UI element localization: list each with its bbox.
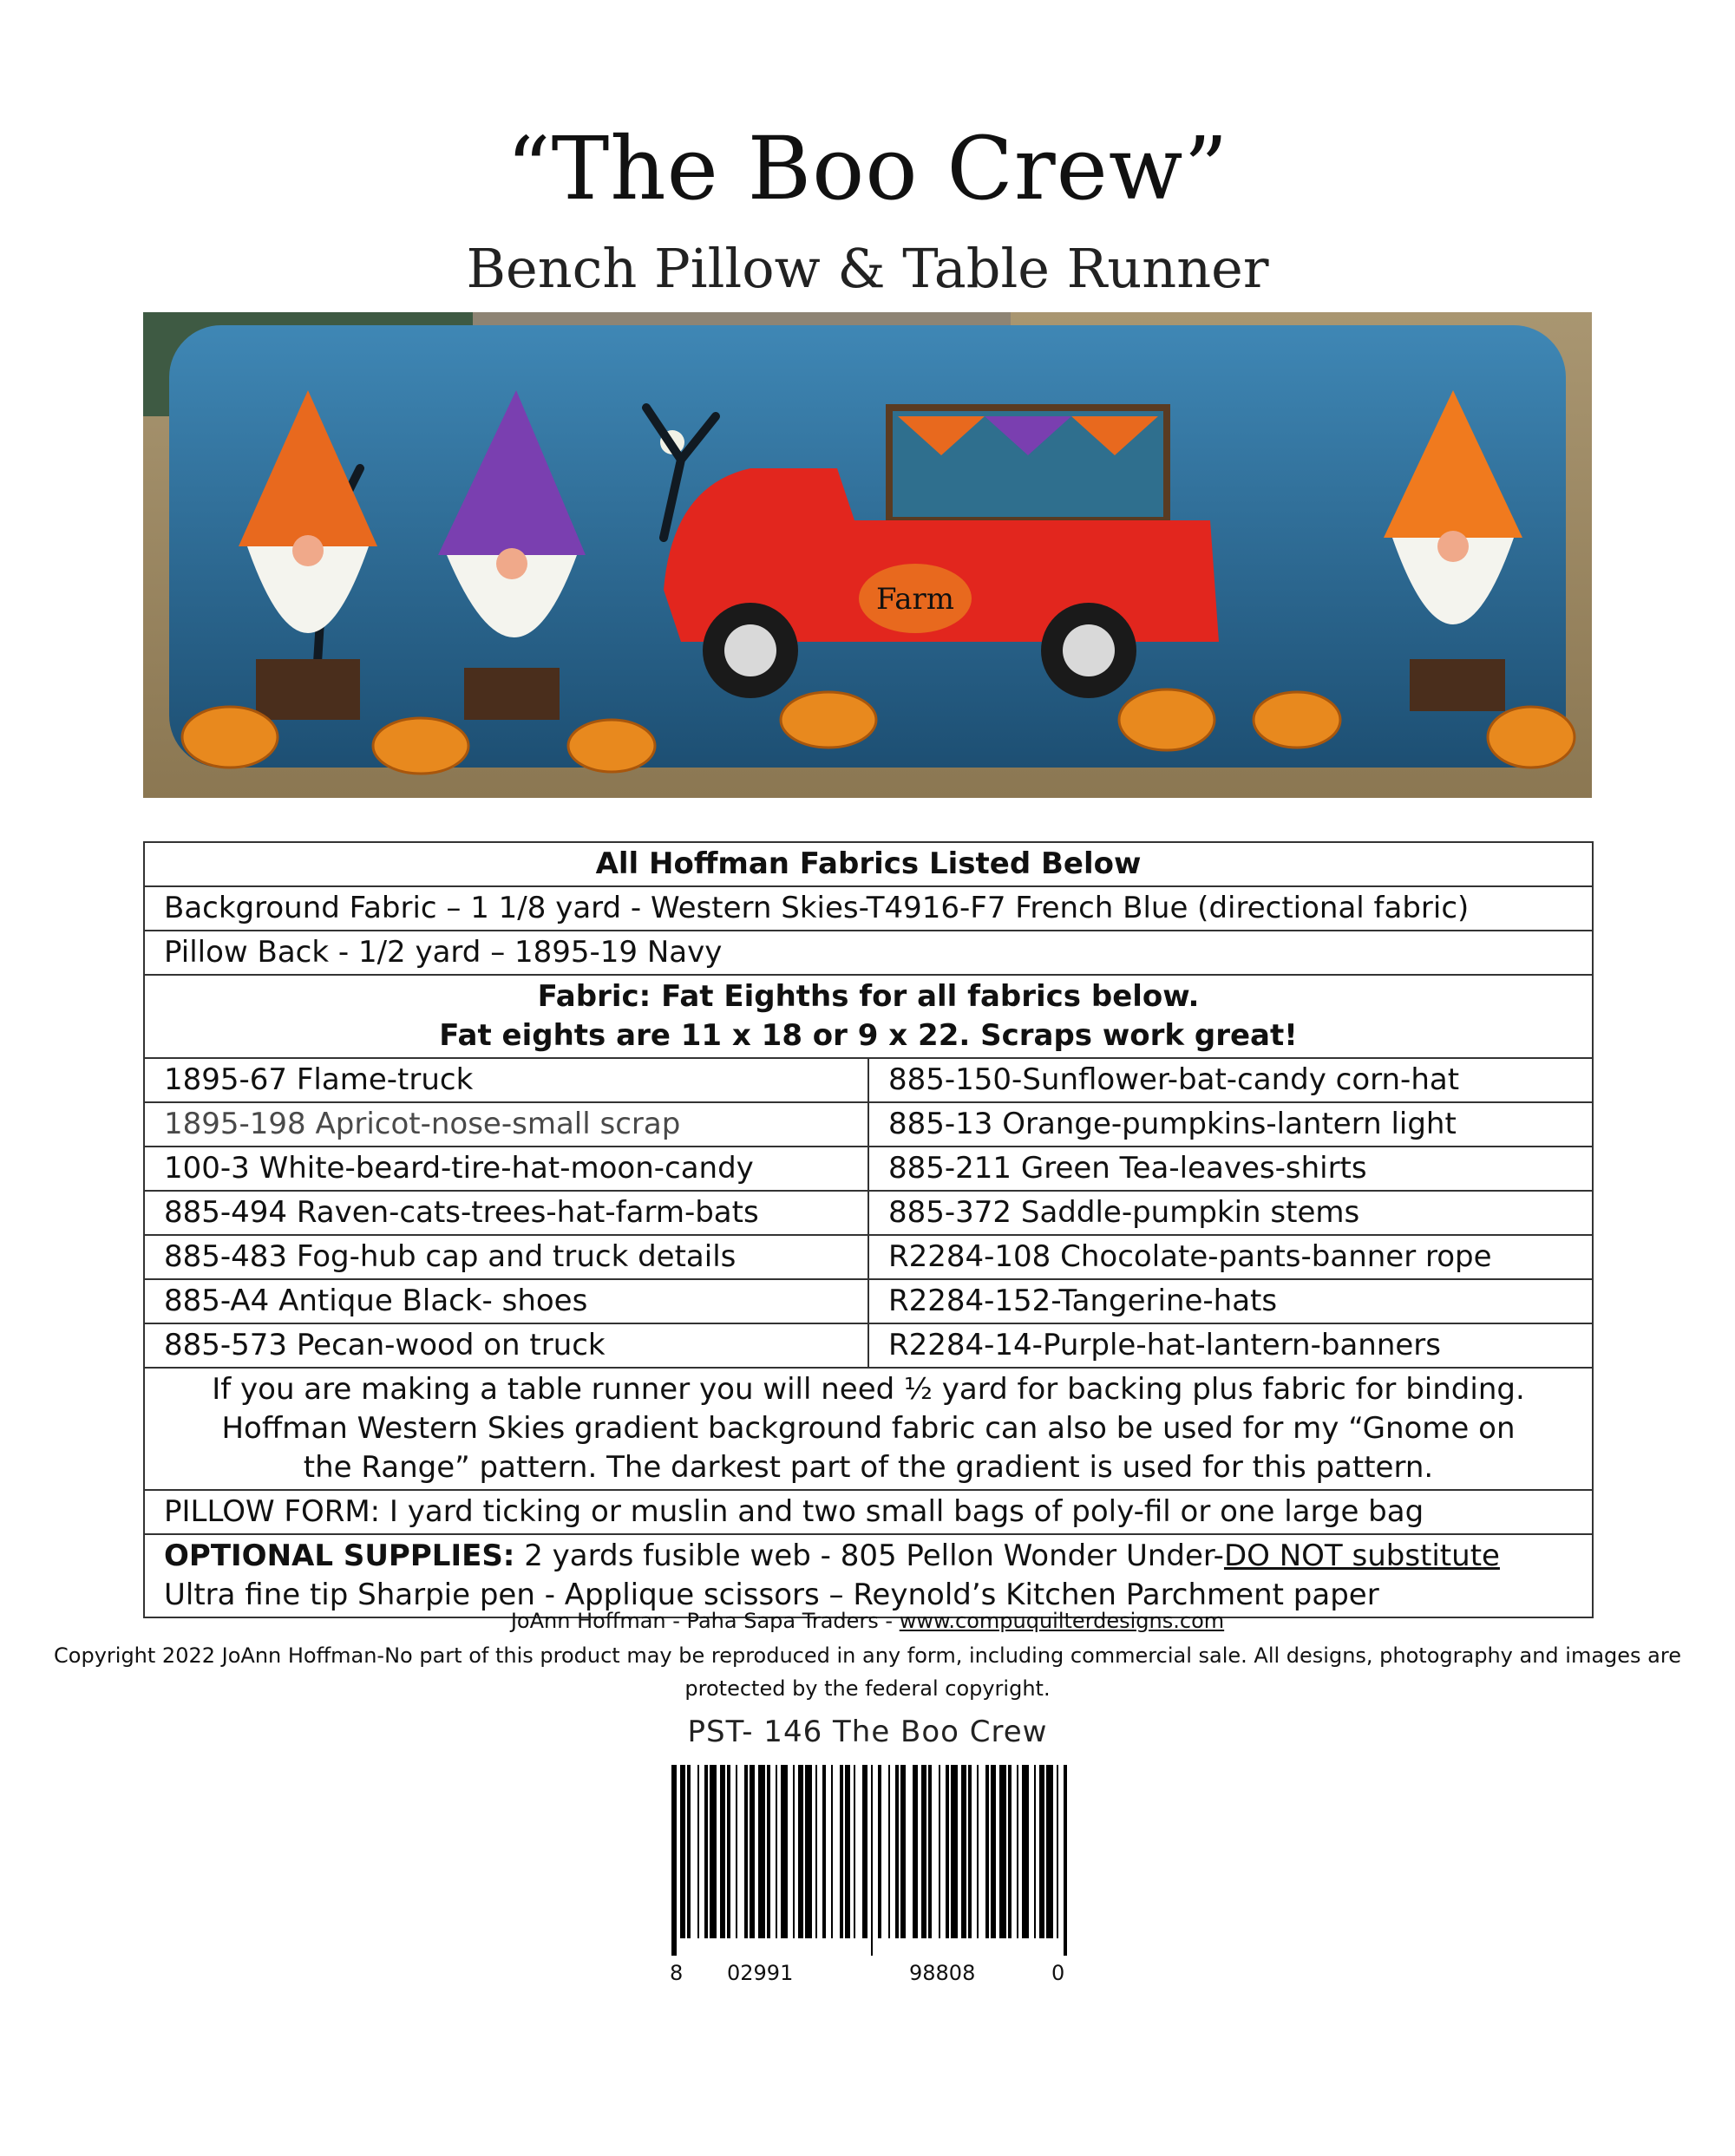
- fat-eighths-line-2: Fat eights are 11 x 18 or 9 x 22. Scraps work great!: [439, 1018, 1298, 1053]
- barcode-bar: [878, 1765, 881, 1938]
- barcode-bar: [862, 1765, 868, 1938]
- fabric-cell: 100-3 White-beard-tire-hat-moon-candy: [144, 1147, 868, 1191]
- barcode-bar: [710, 1765, 717, 1938]
- fat-eighths-line-1: Fabric: Fat Eighths for all fabrics below.: [537, 979, 1200, 1014]
- optional-supplies-label: OPTIONAL SUPPLIES:: [164, 1539, 515, 1573]
- footer-credit: [0, 1607, 1735, 1635]
- fabric-cell: 885-573 Pecan-wood on truck: [144, 1323, 868, 1368]
- barcode-bar: [793, 1765, 795, 1938]
- barcode-bar: [805, 1765, 812, 1938]
- pattern-title: “The Boo Crew”: [506, 118, 1229, 219]
- barcode-bar: [727, 1765, 730, 1938]
- barcode-group-right: 98808: [909, 1961, 976, 1985]
- fabric-cell: 1895-198 Apricot-nose-small scrap: [144, 1102, 868, 1147]
- barcode-bar: [1022, 1765, 1029, 1938]
- barcode-bar: [822, 1765, 826, 1938]
- barcode-bar: [744, 1765, 748, 1938]
- barcode-bar: [977, 1765, 979, 1938]
- copyright-notice: Copyright 2022 JoAnn Hoffman-No part of this product may be reproduced in any form, including commercial sale. All designs, photography and images are protected by the federal copyright.: [54, 1643, 1681, 1701]
- barcode-bar: [720, 1765, 725, 1938]
- barcode-bar: [913, 1765, 918, 1938]
- barcode-bar: [750, 1765, 755, 1938]
- fabric-cell: 885-483 Fog-hub cap and truck details: [144, 1235, 868, 1279]
- runner-note-line-2: Hoffman Western Skies gradient background fabric can also be used for my “Gnome on: [221, 1411, 1516, 1446]
- barcode-bar: [1039, 1765, 1044, 1938]
- barcode-bar: [854, 1765, 855, 1938]
- barcode-bar: [680, 1765, 685, 1938]
- barcode: [668, 1765, 1076, 1956]
- barcode-bar: [946, 1765, 949, 1938]
- fabric-list-table: [143, 841, 1594, 1618]
- pillow-photo: [143, 312, 1592, 798]
- barcode-bar: [687, 1765, 691, 1938]
- fabric-cell: 885-A4 Antique Black- shoes: [144, 1279, 868, 1323]
- barcode-bar: [798, 1765, 803, 1938]
- fabric-cell: 885-13 Orange-pumpkins-lantern light: [868, 1102, 1593, 1147]
- barcode-bar: [840, 1765, 843, 1938]
- barcode-bar: [928, 1765, 932, 1938]
- barcode-bar: [781, 1765, 788, 1938]
- background-fabric: Background Fabric – 1 1/8 yard - Western Skies-T4916-F7 French Blue (directional fabric): [144, 886, 1593, 931]
- barcode-bar: [704, 1765, 708, 1938]
- optional-supplies-text: 2 yards fusible web - 805 Pellon Wonder Under-: [514, 1539, 1224, 1573]
- fat-eighths-note: [144, 975, 1593, 1058]
- barcode-digit-first: 8: [670, 1961, 684, 1985]
- pillow-back-fabric: Pillow Back - 1/2 yard – 1895-19 Navy: [144, 931, 1593, 975]
- barcode-bars: [671, 1765, 1067, 1956]
- fabric-cell: R2284-152-Tangerine-hats: [868, 1279, 1593, 1323]
- fabric-cell: R2284-14-Purple-hat-lantern-banners: [868, 1323, 1593, 1368]
- barcode-bar: [767, 1765, 770, 1938]
- barcode-bar: [939, 1765, 940, 1938]
- barcode-bar: [991, 1765, 996, 1938]
- barcode-bar: [1064, 1765, 1067, 1956]
- pillow-illustration: [143, 312, 1592, 798]
- barcode-bar: [736, 1765, 737, 1938]
- fabric-cell: 885-211 Green Tea-leaves-shirts: [868, 1147, 1593, 1191]
- barcode-bar: [697, 1765, 699, 1938]
- barcode-bar: [961, 1765, 966, 1938]
- product-sku: PST- 146 The Boo Crew: [687, 1715, 1048, 1749]
- barcode-group-left: 02991: [727, 1961, 794, 1985]
- barcode-bar: [671, 1765, 677, 1956]
- barcode-bar: [845, 1765, 850, 1938]
- barcode-bar: [951, 1765, 958, 1938]
- fabric-cell: 885-494 Raven-cats-trees-hat-farm-bats: [144, 1191, 868, 1235]
- barcode-bar: [776, 1765, 777, 1938]
- barcode-bar: [815, 1765, 817, 1938]
- fabric-cell: R2284-108 Chocolate-pants-banner rope: [868, 1235, 1593, 1279]
- barcode-bar: [999, 1765, 1006, 1938]
- barcode-bar: [968, 1765, 972, 1938]
- fabric-cell: 885-150-Sunflower-bat-candy corn-hat: [868, 1058, 1593, 1102]
- barcode-bar: [900, 1765, 906, 1938]
- optional-supplies: [144, 1534, 1593, 1617]
- optional-supplies-warning: DO NOT substitute: [1223, 1539, 1500, 1573]
- optional-supplies-line-2: Ultra fine tip Sharpie pen - Applique scissors – Reynold’s Kitchen Parchment paper: [164, 1578, 1379, 1612]
- barcode-bar: [1034, 1765, 1036, 1938]
- barcode-bar: [758, 1765, 765, 1938]
- barcode-bar: [1017, 1765, 1018, 1938]
- website-link[interactable]: www.compuquilterdesigns.com: [899, 1609, 1225, 1633]
- barcode-bar: [985, 1765, 989, 1938]
- barcode-bar: [1046, 1765, 1053, 1938]
- barcode-bar: [1008, 1765, 1012, 1938]
- pattern-subtitle: Bench Pillow & Table Runner: [466, 237, 1269, 300]
- barcode-digit-last: 0: [1051, 1961, 1065, 1985]
- runner-note-line-3: the Range” pattern. The darkest part of the gradient is used for this pattern.: [303, 1450, 1434, 1485]
- credit-text: JoAnn Hoffman - Paha Sapa Traders -: [510, 1609, 900, 1633]
- barcode-bar: [895, 1765, 899, 1938]
- truck-label: Farm: [875, 582, 955, 617]
- barcode-bar: [1057, 1765, 1058, 1938]
- runner-note-line-1: If you are making a table runner you will need ½ yard for backing plus fabric for binding.: [212, 1372, 1525, 1407]
- barcode-bar: [888, 1765, 890, 1938]
- barcode-bar: [921, 1765, 926, 1938]
- fabric-cell: 885-372 Saddle-pumpkin stems: [868, 1191, 1593, 1235]
- pillow-form-note: PILLOW FORM: I yard ticking or muslin and two small bags of poly-fil or one large bag: [144, 1490, 1593, 1534]
- barcode-bar: [831, 1765, 833, 1938]
- table-heading: All Hoffman Fabrics Listed Below: [144, 842, 1593, 886]
- table-runner-note: [144, 1368, 1593, 1490]
- fabric-cell: 1895-67 Flame-truck: [144, 1058, 868, 1102]
- barcode-bar: [871, 1765, 873, 1956]
